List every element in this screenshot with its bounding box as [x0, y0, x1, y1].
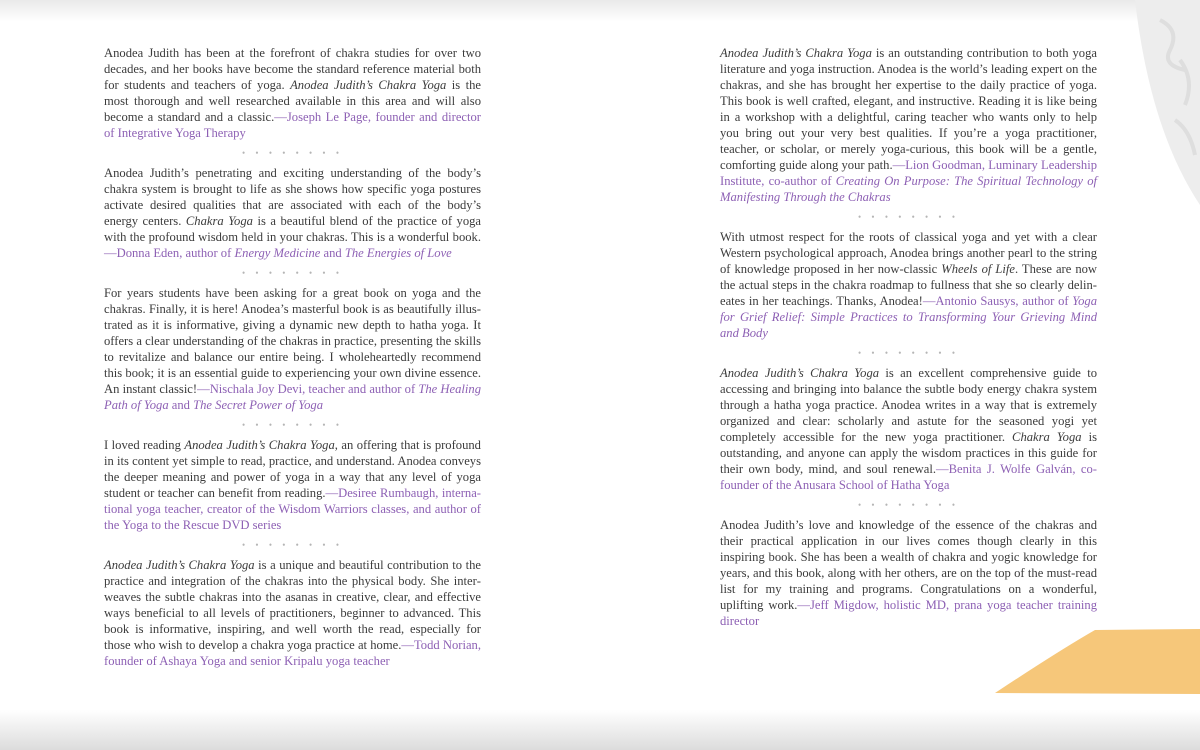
- endorsement-attribution: Yoga for Grief Relief: Simple Practices to Transforming Your Grieving Mind and Body: [720, 294, 1097, 340]
- dot-separator: [720, 341, 1097, 365]
- separator-dots: • • • • • • • •: [858, 500, 959, 510]
- endorsement-text: Anodea Judith’s love and knowledge of the essence of the chakras and their practical application in our lives comes though clearly in this inspiring book. She has been a wealth of chakra and yogic knowledge for years, and this book, along with her others, are on the top of the must-read list for my training and programs. Congratulations on a wonderful, uplifting work.: [720, 518, 1097, 612]
- book-title-italic: Anodea Judith’s Chakra Yoga: [720, 46, 872, 60]
- endorsement-attribution: and: [168, 398, 194, 412]
- endorsement-attribution: —Nischala Joy Devi, teacher and author of: [197, 382, 419, 396]
- separator-dots: • • • • • • • •: [242, 268, 343, 278]
- endorsement-quote: [720, 45, 1097, 205]
- dot-separator: [720, 205, 1097, 229]
- book-title-italic: Anodea Judith’s Chakra Yoga: [290, 78, 447, 92]
- yoga-mat-shape: [995, 629, 1200, 694]
- page-bottom-shadow: [0, 710, 1200, 750]
- separator-dots: • • • • • • • •: [242, 540, 343, 550]
- separator-dots: • • • • • • • •: [858, 212, 959, 222]
- book-title-italic: Chakra Yoga: [1012, 430, 1082, 444]
- endorsement-text: For years students have been asking for a great book on yoga and the chakras. Finally, it is here! Anodea’s masterful book is as beautifully illustrated as it is informative, giving a dynamic new depth to hatha yoga. It offers a clear understanding of the chakras in practice, presenting the skills to revitalize and balance our entire being. I wholeheartedly recommend this book; it is an essential guide to experiencing your own divine essence. An instant classic!: [104, 286, 481, 396]
- endorsement-attribution: Creating On Purpose: The Spiritual Technology of Manifesting Through the Chakras: [720, 174, 1097, 204]
- endorsement-quote: [104, 45, 481, 141]
- endorsement-attribution: The Healing Path of Yoga: [104, 382, 481, 412]
- endorsement-attribution: —Desiree Rumbaugh, international yoga teacher, creator of the Wisdom Warriors classes, and author of the Yoga to the Rescue DVD series: [104, 486, 481, 532]
- endorsement-attribution: —Donna Eden, author of: [104, 246, 235, 260]
- separator-dots: • • • • • • • •: [242, 148, 343, 158]
- book-title-italic: Chakra Yoga: [185, 214, 253, 228]
- endorsement-attribution: —Lion Goodman, Luminary Leadership Institute, co-author of: [720, 158, 1097, 188]
- endorsement-attribution: and: [320, 246, 345, 260]
- book-title-italic: Anodea Judith’s Chakra Yoga: [720, 366, 880, 380]
- book-title-italic: Anodea Judith’s Chakra Yoga: [104, 558, 255, 572]
- endorsement-quote: [104, 165, 481, 261]
- endorsement-attribution: —Jeff Migdow, holistic MD, prana yoga teacher training director: [720, 598, 1097, 628]
- endorsement-text: is a beautiful blend of the practice of yoga with the profound wisdom held in your chakras. This is a wonderful book.: [104, 214, 482, 244]
- dot-separator: [104, 413, 481, 437]
- decorative-swirl-ornament: [1135, 0, 1200, 205]
- book-title-italic: Wheels of Life: [941, 262, 1015, 276]
- separator-dots: • • • • • • • •: [242, 420, 343, 430]
- endorsement-quote: [104, 557, 481, 669]
- endorsement-text: is an excellent comprehensive guide to accessing and bringing into balance the subtle body energy chakra system through a hatha yoga practice. Anodea writes in a way that is extremely organized and clear: scholarly and astute for the seasoned yogi yet completely accessible for the new yoga practitioner.: [720, 366, 1097, 444]
- dot-separator: [104, 141, 481, 165]
- book-title-italic: Anodea Judith’s Chakra Yoga: [184, 438, 335, 452]
- endorsement-attribution: The Secret Power of Yoga: [193, 398, 324, 412]
- endorsement-text: . These are now the actual steps in the chakra roadmap to fullness that she so clearly delineates in her teachings. Thanks, Anodea!: [720, 262, 1098, 308]
- endorsement-text: With utmost respect for the roots of classical yoga and yet with a clear Western psychological approach, Anodea brings another pearl to the string of knowledge proposed in her now-classic: [720, 230, 1097, 276]
- endorsement-quote: [104, 285, 481, 413]
- endorsement-attribution: —Antonio Sausys, author of: [922, 294, 1073, 308]
- dot-separator: [104, 261, 481, 285]
- left-column-endorsements: [104, 45, 481, 669]
- right-column-endorsements: [720, 45, 1097, 629]
- endorsement-text: is outstanding, and anyone can apply the wisdom practices in this guide for their own body, mind, and soul renewal.: [720, 430, 1097, 476]
- endorsement-text: Anodea Judith’s penetrating and exciting understanding of the body’s chakra system is brought to life as she shows how specific yoga postures activate desired qualities that are associated with each of the body’s energy centers.: [104, 166, 481, 228]
- endorsement-attribution: The Energies of Love: [344, 246, 452, 260]
- separator-dots: • • • • • • • •: [858, 348, 959, 358]
- endorsement-quote: [720, 365, 1097, 493]
- endorsement-text: Anodea Judith has been at the forefront of chakra studies for over two decades, and her books have become the standard reference material both for students and teachers of yoga.: [104, 46, 481, 92]
- endorsement-attribution: —Joseph Le Page, founder and director of Integrative Yoga Therapy: [104, 110, 481, 140]
- endorsement-attribution: Energy Medicine: [234, 246, 321, 260]
- endorsement-text: is an outstanding contribution to both yoga literature and yoga instruction. Anodea is the world’s leading expert on the chakras, and she has brought her expertise to the daily practice of yoga. This book is well crafted, elegant, and instructive. Reading it is like being in a workshop with a delightful, caring teacher who wants only to help you bring out your very best qualities. If you’re a yoga practitioner, teacher, or scholar, or merely yoga-curious, this book will be a gentle, comforting guide along your path.: [720, 46, 1097, 172]
- endorsement-text: is the most thorough and well researched available in this area and will also become a standard and a classic.: [104, 78, 481, 124]
- endorsement-attribution: —Benita J. Wolfe Galván, co-founder of the Anusara School of Hatha Yoga: [720, 462, 1097, 492]
- endorsement-attribution: —Todd Norian, founder of Ashaya Yoga and senior Kripalu yoga teacher: [104, 638, 481, 668]
- endorsement-text: is a unique and beautiful contribution to the practice and integration of the chakras into the physical body. She interweaves the subtle chakras into the asanas in creative, clear, and effective ways beneficial to all levels of practitioners, beginner to advanced. This book is informative, inspiring, and well worth the read, especially for those who wish to develop a chakra yoga practice at home.: [104, 558, 481, 652]
- endorsement-text: , an offering that is profound in its content yet simple to read, practice, and understand. Anodea conveys the deeper meaning and power of yoga in a way that any level of yoga student or teacher can benefit from reading.: [104, 438, 481, 500]
- endorsement-quote: [720, 517, 1097, 629]
- endorsement-quote: [720, 229, 1097, 341]
- endorsement-text: I loved reading: [104, 438, 185, 452]
- dot-separator: [720, 493, 1097, 517]
- endorsement-quote: [104, 437, 481, 533]
- dot-separator: [104, 533, 481, 557]
